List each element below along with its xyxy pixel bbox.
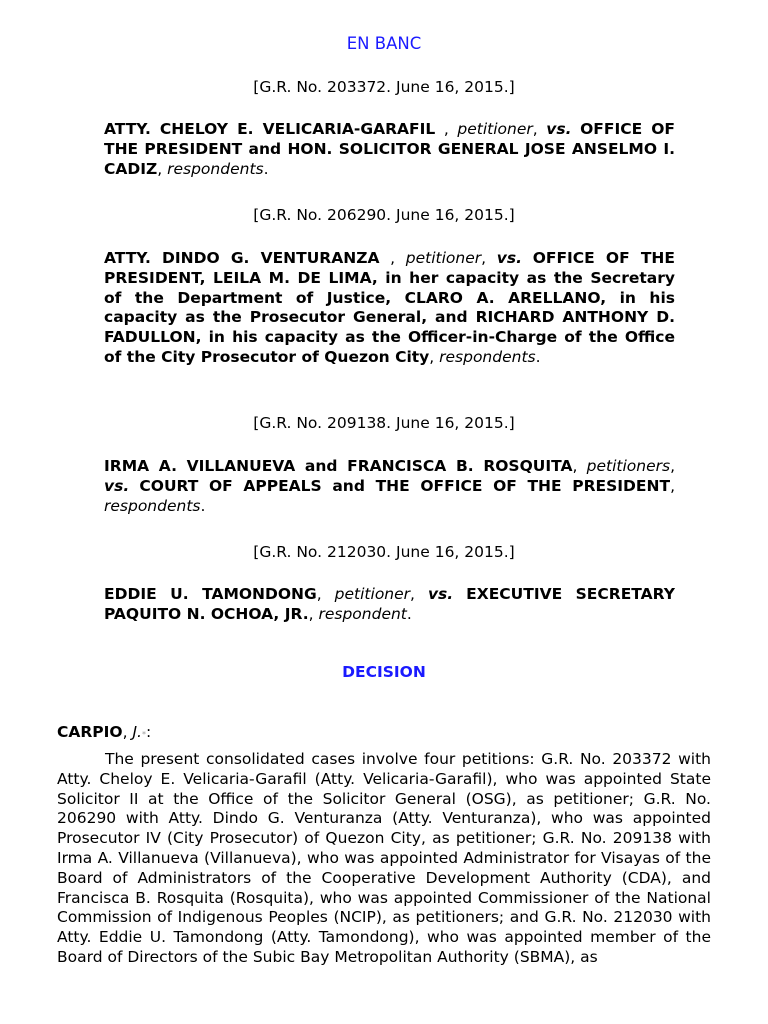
ponente-line [57, 723, 151, 745]
case-4-petitioner-separator: , [316, 585, 335, 603]
case-2-respondents: OFFICE OF THE PRESIDENT, LEILA M. DE LIMA, in her capacity as the Secretary of the Department of Justice, CLARO A. ARELLANO, in his capacity as the Prosecutor General, and RICHARD ANTHONY D. FADULLON, in his capacity as the Officer-in-Charge of the Office of the City Prosecutor of Quezon City [104, 249, 675, 366]
footnote-marker[interactable]: * [141, 730, 146, 739]
en-banc-heading: EN BANC [346, 34, 422, 53]
case-4-respondent-role: respondent [318, 604, 407, 623]
case-1-petitioner: ATTY. CHELOY E. VELICARIA-GARAFIL [104, 120, 436, 138]
case-4-respondents: EXECUTIVE SECRETARY PAQUITO N. OCHOA, JR. [104, 585, 675, 623]
case-3-gr-number: [G.R. No. 209138. June 16, 2015.] [253, 414, 515, 432]
case-2-petitioner-separator: , [379, 249, 406, 267]
case-3-respondent-role: respondents [104, 496, 201, 515]
case-3-caption: IRMA A. VILLANUEVA and FRANCISCA B. ROSQUITA, petitioners, vs. COURT OF APPEALS and THE OFFICE OF THE PRESIDENT, respondents. [104, 457, 675, 515]
case-2-respondent-role: respondents [439, 347, 536, 366]
ponente-suffix: : [145, 723, 152, 741]
case-1-petitioner-separator: , [435, 120, 458, 138]
case-3-vs: vs. [104, 476, 130, 495]
case-3-petitioner-role: petitioners [586, 457, 671, 475]
case-2-vs: vs. [496, 249, 522, 267]
case-1-respondent-role: respondents [167, 159, 264, 178]
case-4-gr-number: [G.R. No. 212030. June 16, 2015.] [253, 543, 515, 561]
ponente-name: CARPIO [57, 723, 123, 741]
ponente-separator: , [122, 723, 133, 741]
case-4-caption: EDDIE U. TAMONDONG, petitioner, vs. EXECUTIVE SECRETARY PAQUITO N. OCHOA, JR., respondent. [104, 585, 675, 623]
case-1-caption: ATTY. CHELOY E. VELICARIA-GARAFIL , petitioner, vs. OFFICE OF THE PRESIDENT and HON. SOLICITOR GENERAL JOSE ANSELMO I. CADIZ, respondents. [104, 120, 676, 178]
case-3-petitioner: IRMA A. VILLANUEVA and FRANCISCA B. ROSQUITA [104, 457, 573, 475]
decision-heading: DECISION [342, 663, 426, 681]
case-1-vs: vs. [546, 120, 572, 138]
case-1-gr-number: [G.R. No. 203372. June 16, 2015.] [253, 78, 515, 96]
case-2-gr-number: [G.R. No. 206290. June 16, 2015.] [253, 206, 515, 224]
body-paragraph-1: The present consolidated cases involve four petitions: G.R. No. 203372 with Atty. Cheloy E. Velicaria-Garafil (Atty. Velicaria-Garafil), who was appointed State Solicitor II at the Office of the Solicitor General (OSG), as petitioner; G.R. No. 206290 with Atty. Dindo G. Venturanza (Atty. Venturanza), who was appointed Prosecutor IV (City Prosecutor) of Quezon City, as petitioner; G.R. No. 209138 with Irma A. Villanueva (Villanueva), who was appointed Administrator for Visayas of the Board of Administrators of the Cooperative Development Authority (CDA), and Francisca B. Rosquita (Rosquita), who was appointed Commissioner of the National Commission of Indigenous Peoples (NCIP), as petitioners; and G.R. No. 212030 with Atty. Eddie U. Tamondong (Atty. Tamondong), who was appointed member of the Board of Directors of the Subic Bay Metropolitan Authority (SBMA), as [57, 750, 711, 966]
case-4-petitioner-role: petitioner [334, 585, 411, 603]
case-4-vs: vs. [427, 585, 454, 603]
case-3-respondents: COURT OF APPEALS and THE OFFICE OF THE PRESIDENT [139, 476, 671, 495]
case-2-caption: ATTY. DINDO G. VENTURANZA , petitioner, vs. OFFICE OF THE PRESIDENT, LEILA M. DE LIMA, in her capacity as the Secretary of the Department of Justice, CLARO A. ARELLANO, in his capacity as the Prosecutor General, and RICHARD ANTHONY D. FADULLON, in his capacity as the Officer-in-Charge of the Office of the City Prosecutor of Quezon City, respondents. [104, 249, 675, 366]
case-4-petitioner: EDDIE U. TAMONDONG [104, 585, 317, 603]
case-1-petitioner-role: petitioner [457, 120, 533, 138]
case-3-petitioner-separator: , [572, 457, 587, 475]
ponente-title: J. [132, 723, 142, 741]
case-1-respondents: OFFICE OF THE PRESIDENT and HON. SOLICITOR GENERAL JOSE ANSELMO I. CADIZ [104, 120, 676, 178]
case-2-petitioner-role: petitioner [405, 249, 482, 267]
case-2-petitioner: ATTY. DINDO G. VENTURANZA [104, 249, 380, 267]
